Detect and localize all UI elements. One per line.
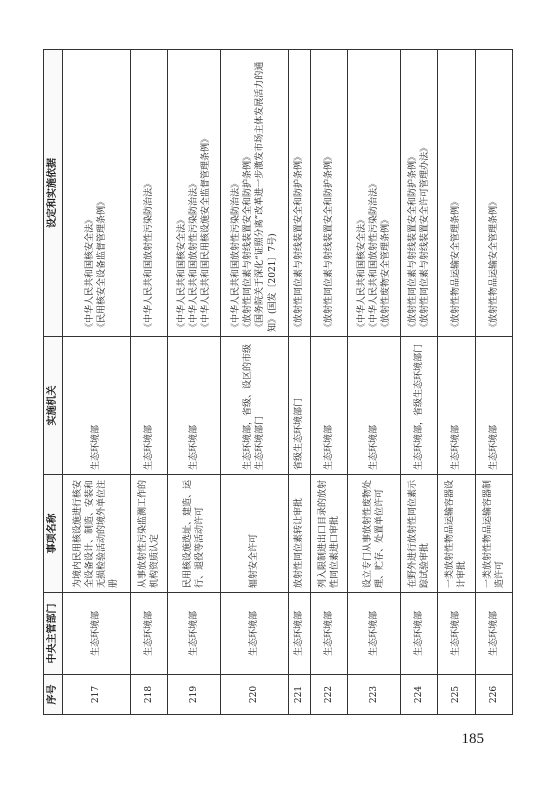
row-item: 从事放射性污染监测工作的机构资质认定 [130, 475, 167, 593]
row-dept: 生态环境部 [438, 593, 475, 675]
row-item: 一类放射性物品运输容器制造许可 [475, 475, 512, 593]
header-num: 序号 [44, 675, 63, 715]
row-item: 放射性同位素转让审批 [289, 475, 311, 593]
header-dept: 中央主管部门 [44, 593, 63, 675]
row-num: 222 [310, 675, 347, 715]
row-num: 221 [289, 675, 311, 715]
approval-items-table [43, 49, 513, 715]
table-row [438, 50, 475, 715]
row-org: 生态环境部，省级、设区的市级生态环境部门 [220, 337, 288, 475]
row-basis: 《放射性同位素与射线装置安全和防护条例》 [310, 50, 347, 337]
row-dept: 生态环境部 [168, 593, 221, 675]
row-item: 在野外进行放射性同位素示踪试验审批 [401, 475, 438, 593]
row-dept: 生态环境部 [220, 593, 288, 675]
table-row [401, 50, 438, 715]
row-dept: 生态环境部 [401, 593, 438, 675]
rotated-table-frame [43, 50, 513, 715]
row-org: 生态环境部 [348, 337, 401, 475]
row-org: 生态环境部 [475, 337, 512, 475]
table-row [348, 50, 401, 715]
row-basis: 《中华人民共和国核安全法》 《民用核安全设备监督管理条例》 [62, 50, 130, 337]
row-item: 辐射安全许可 [220, 475, 288, 593]
header-org: 实施机关 [44, 337, 63, 475]
row-org: 省级生态环境部门 [289, 337, 311, 475]
row-dept: 生态环境部 [475, 593, 512, 675]
row-basis: 《放射性同位素与射线装置安全和防护条例》 《放射性同位素与射线装置安全许可管理办法》 [401, 50, 438, 337]
row-num: 219 [168, 675, 221, 715]
row-basis: 《放射性同位素与射线装置安全和防护条例》 [289, 50, 311, 337]
table-row [130, 50, 167, 715]
row-num: 223 [348, 675, 401, 715]
row-num: 226 [475, 675, 512, 715]
row-item: 为境内民用核设施进行核安全设备设计、制造、安装和无损检验活动的境外单位注册 [62, 475, 130, 593]
row-basis: 《中华人民共和国放射性污染防治法》 《放射性同位素与射线装置安全和防护条例》 《国务院关于深化“证照分离”改革进一步激发市场主体发展活力的通知》(国发〔2021〕7号) [220, 50, 288, 337]
row-org: 生态环境部 [168, 337, 221, 475]
table-row [289, 50, 311, 715]
header-basis: 设定和实施依据 [44, 50, 63, 337]
row-org: 生态环境部，省级生态环境部门 [401, 337, 438, 475]
row-item: 列入限制进出口目录的放射性同位素进口审批 [310, 475, 347, 593]
row-dept: 生态环境部 [310, 593, 347, 675]
row-org: 生态环境部 [62, 337, 130, 475]
table-row [475, 50, 512, 715]
row-dept: 生态环境部 [348, 593, 401, 675]
page-number: 185 [461, 731, 484, 747]
row-org: 生态环境部 [438, 337, 475, 475]
row-item: 民用核设施选址、建造、运行、退役等活动许可 [168, 475, 221, 593]
row-org: 生态环境部 [310, 337, 347, 475]
row-num: 224 [401, 675, 438, 715]
table-row [310, 50, 347, 715]
row-num: 217 [62, 675, 130, 715]
row-dept: 生态环境部 [62, 593, 130, 675]
row-basis: 《放射性物品运输安全管理条例》 [438, 50, 475, 337]
row-num: 225 [438, 675, 475, 715]
row-item: 设立专门从事放射性废物处理、贮存、处置单位许可 [348, 475, 401, 593]
table-row [220, 50, 288, 715]
row-item: 一类放射性物品运输容器设计审批 [438, 475, 475, 593]
row-basis: 《中华人民共和国核安全法》 《中华人民共和国放射性污染防治法》 《中华人民共和国民用核设施安全监督管理条例》 [168, 50, 221, 337]
row-org: 生态环境部 [130, 337, 167, 475]
table-row [168, 50, 221, 715]
row-dept: 生态环境部 [130, 593, 167, 675]
row-dept: 生态环境部 [289, 593, 311, 675]
row-basis: 《放射性物品运输安全管理条例》 [475, 50, 512, 337]
table-header-row [44, 50, 63, 715]
header-item: 事项名称 [44, 475, 63, 593]
row-num: 218 [130, 675, 167, 715]
row-basis: 《中华人民共和国放射性污染防治法》 [130, 50, 167, 337]
row-num: 220 [220, 675, 288, 715]
table-row [62, 50, 130, 715]
row-basis: 《中华人民共和国核安全法》 《中华人民共和国放射性污染防治法》 《放射性废物安全管理条例》 [348, 50, 401, 337]
